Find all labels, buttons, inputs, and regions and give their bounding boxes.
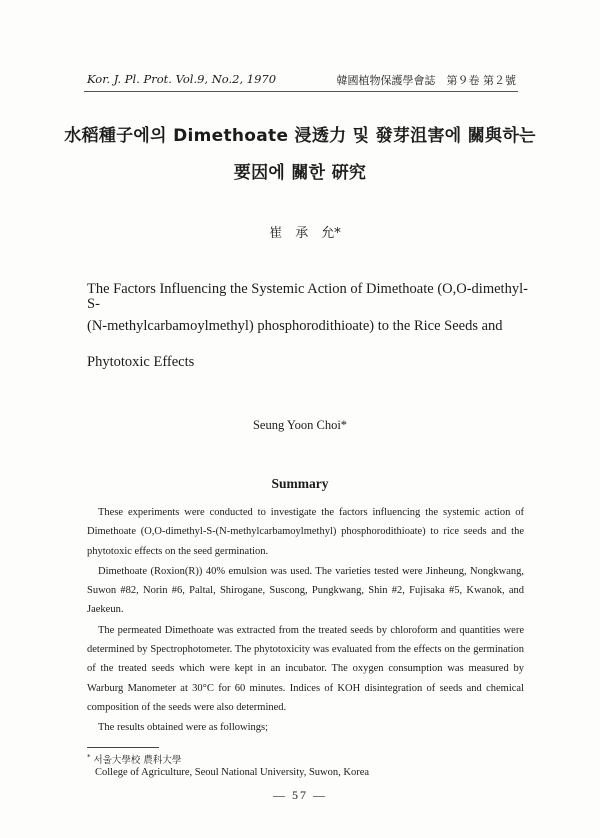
korean-title-line-1: 水稻種子에의 Dimethoate 浸透力 및 發芽沮害에 關與하는: [64, 126, 536, 146]
footnote-rule: [87, 747, 159, 748]
journal-citation: Kor. J. Pl. Prot. Vol.9, No.2, 1970: [87, 72, 277, 86]
footnote-mark: *: [87, 752, 91, 761]
footnote-affiliation-english: College of Agriculture, Seoul National University, Suwon, Korea: [95, 767, 370, 778]
summary-paragraph-2: Dimethoate (Roxion(R)) 40% emulsion was used. The varieties tested were Jinheung, Nongkwang, Suwon #82, Norin #6, Paltal, Shirogane, Suscong, Pungkwang, Shin #2, Fujisaka #5, Kwanok, and Jaekeun.: [87, 565, 524, 616]
english-title-line-2: (N-methylcarbamoylmethyl) phosphorodithioate) to the Rice Seeds and: [87, 318, 503, 334]
summary-paragraph-3: The permeated Dimethoate was extracted from the treated seeds by chloroform and quantities were determined by Spectrophotometer. The phytotoxicity was evaluated from the effects on the germination of the treated seeds which were kept in an incubator. The oxygen consumption was measured by Warburg Manometer at 30°C for 60 minutes. Indices of KOH disintegration of seeds and chemical composition of the seeds were also determined.: [87, 624, 524, 713]
english-title-line-1: The Factors Influencing the Systemic Action of Dimethoate (O,O-dimethyl-S-: [87, 281, 528, 312]
summary-paragraph-1: These experiments were conducted to investigate the factors influencing the systemic action of Dimethoate (O,O-dimethyl-S-(N-methylcarbamoylmethyl) phosphorodithioate) to rice seeds and the phytotoxic effects on the seed germination.: [87, 507, 524, 557]
author-english: Seung Yoon Choi*: [252, 418, 348, 432]
summary-heading: Summary: [271, 476, 329, 491]
author-korean: 崔 承 允*: [269, 226, 341, 241]
footnote-affiliation-korean: [87, 752, 181, 766]
korean-title-line-2: 要因에 關한 硏究: [233, 163, 367, 183]
header-rule: [84, 91, 518, 92]
page-number: — 57 —: [273, 788, 327, 802]
footnote-korean-text: 서울大學校 農科大學: [93, 755, 182, 766]
english-title-line-3: Phytotoxic Effects: [87, 354, 195, 370]
summary-body: [87, 503, 524, 738]
summary-paragraph-4: The results obtained were as followings;: [98, 722, 268, 734]
journal-citation-korean: 韓國植物保護學會誌 第９卷 第２號: [336, 74, 516, 87]
